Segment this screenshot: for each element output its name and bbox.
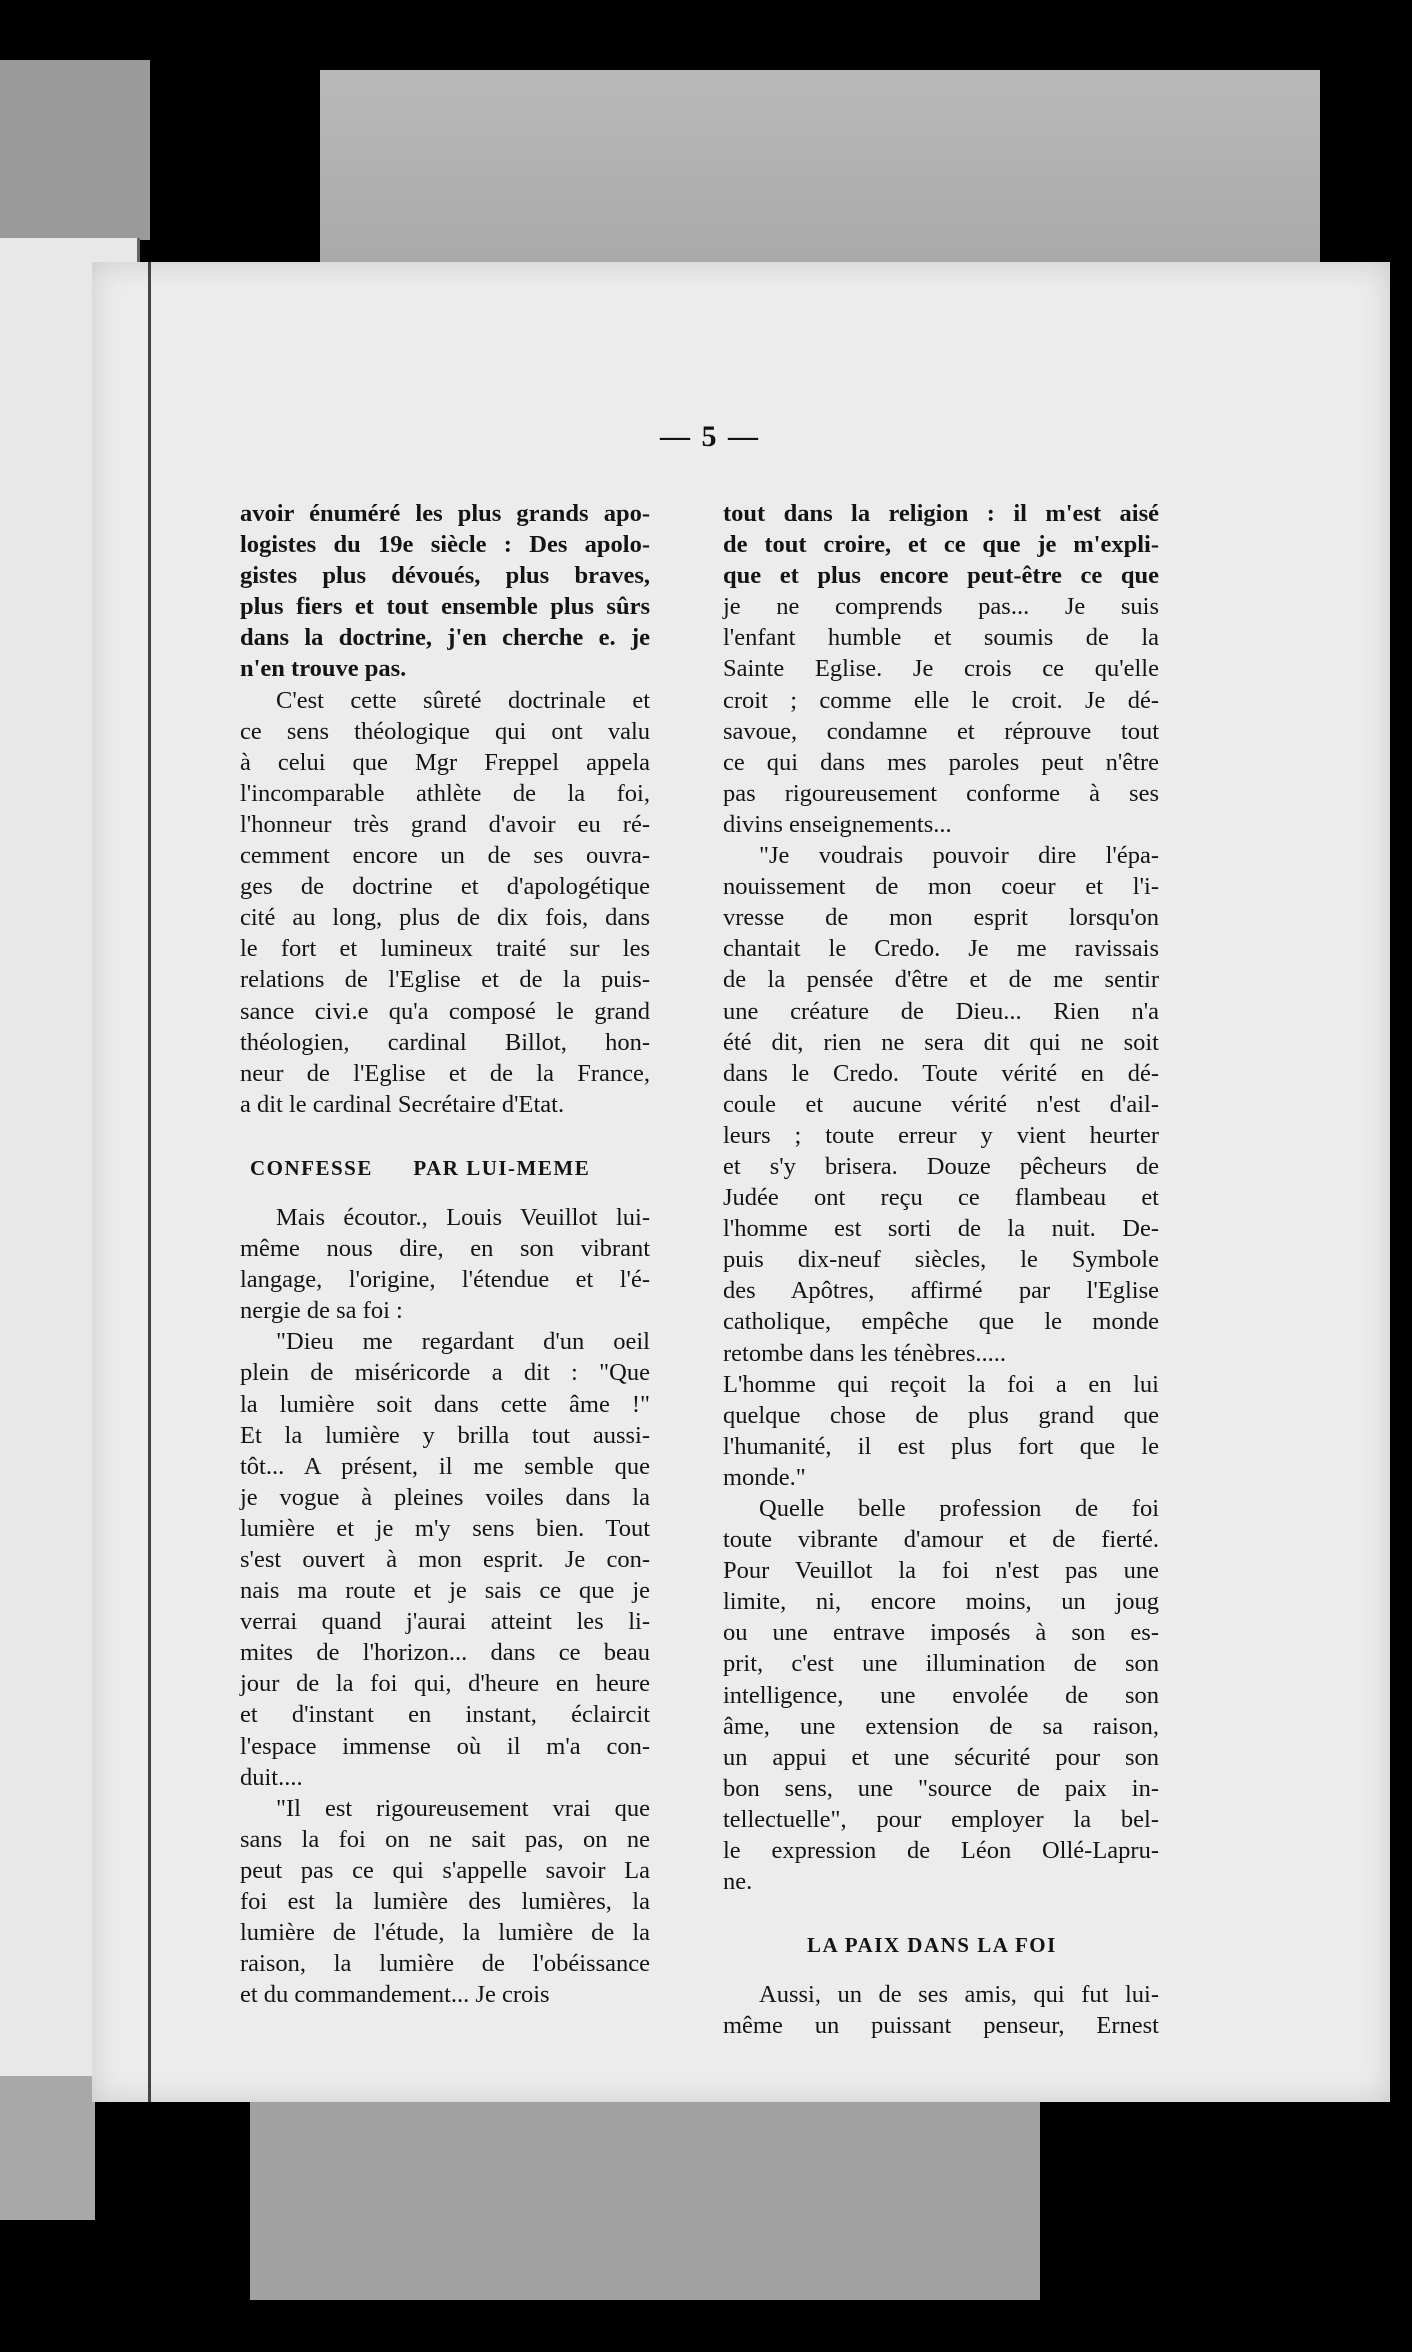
text-line: et du commandement... Je crois [240,1981,550,2009]
text-line: nergie de sa foi : [240,1297,403,1325]
text-line: prit, c'est une illumination de son [723,1650,1159,1678]
text-line: intelligence, une envolée de son [723,1681,1159,1709]
text-line: l'humanité, il est plus fort que le [723,1432,1159,1460]
text-line: l'enfant humble et soumis de la [723,624,1159,652]
text-line: toute vibrante d'amour et de fierté. [723,1526,1159,1554]
text-line: chantait le Credo. Je me ravissais [723,935,1159,963]
text-line: puis dix-neuf siècles, le Symbole [723,1246,1159,1274]
text-line: vresse de mon esprit lorsqu'on [723,904,1159,932]
text-line: âme, une extension de sa raison, [723,1712,1159,1740]
text-line: tout dans la religion : il m'est aisé [723,500,1159,527]
text-line: Mais écoutor., Louis Veuillot lui- [276,1203,650,1231]
text-line: tôt... A présent, il me semble que [240,1452,650,1480]
text-line: plus fiers et tout ensemble plus sûrs [240,593,650,621]
text-line: Aussi, un de ses amis, qui fut lui- [759,1981,1159,2009]
text-line: C'est cette sûreté doctrinale et [276,686,650,714]
text-line: le expression de Léon Ollé-Lapru- [723,1837,1159,1865]
text-line: "Il est rigoureusement vrai que [276,1794,650,1822]
text-column-left [240,498,650,2010]
text-line: je vogue à pleines voiles dans la [240,1483,650,1511]
text-line: leurs ; toute erreur y vient heurter [723,1121,1159,1149]
text-line: cité au long, plus de dix fois, dans [240,904,650,932]
text-line: peut pas ce qui s'appelle savoir La [240,1856,650,1884]
text-line: raison, la lumière de l'obéissance [240,1950,650,1978]
text-line: quelque chose de plus grand que [723,1401,1159,1429]
text-line: ou une entrave imposés à son es- [723,1619,1159,1647]
text-line: Judée ont reçu ce flambeau et [723,1184,1159,1212]
text-line: avoir énuméré les plus grands apo- [240,500,650,527]
text-line: Quelle belle profession de foi [759,1495,1159,1522]
text-line: nouissement de mon coeur et l'i- [723,873,1159,901]
text-line: ce sens théologique qui ont valu [240,717,650,745]
text-line: je ne comprends pas... Je suis [723,593,1159,621]
text-line: lumière et je m'y sens bien. Tout [240,1514,650,1542]
text-line: sance civi.e qu'a composé le grand [240,997,650,1025]
text-line: et s'y brisera. Douze pêcheurs de [723,1152,1159,1180]
text-line: plein de miséricorde a dit : "Que [240,1359,650,1387]
section-heading: CONFESSE PAR LUI-MEME [250,1155,591,1180]
text-line: une créature de Dieu... Rien n'a [723,997,1159,1025]
background-scan-strip [0,60,150,240]
text-line: l'incomparable athlète de la foi, [240,779,650,807]
text-line: a dit le cardinal Secrétaire d'Etat. [240,1090,565,1118]
text-line: et d'instant en instant, éclaircit [240,1701,650,1729]
text-line: lumière de l'étude, la lumière de la [240,1919,650,1947]
text-line: des Apôtres, affirmé par l'Eglise [723,1277,1159,1305]
text-line: dans le Credo. Toute vérité en dé- [723,1059,1159,1087]
text-line: sans la foi on ne sait pas, on ne [240,1825,650,1853]
text-line: langage, l'origine, l'étendue et l'é- [240,1266,650,1294]
text-line: Pour Veuillot la foi n'est pas une [723,1557,1159,1585]
text-line: "Dieu me regardant d'un oeil [276,1328,650,1356]
text-line: Et la lumière y brilla tout aussi- [240,1421,650,1449]
text-line: de la pensée d'être et de me sentir [723,966,1159,994]
text-line: verrai quand j'aurai atteint les li- [240,1608,650,1636]
text-column-right [723,498,1159,2042]
text-line: catholique, empêche que le monde [723,1308,1159,1336]
text-line: ges de doctrine et d'apologétique [240,873,650,901]
text-line: même nous dire, en son vibrant [240,1235,650,1263]
text-line: L'homme qui reçoit la foi a en lui [723,1370,1159,1398]
text-line: tellectuelle", pour employer la bel- [723,1805,1159,1833]
text-line: coule et aucune vérité n'est d'ail- [723,1090,1159,1118]
text-line: l'honneur très grand d'avoir eu ré- [240,810,650,838]
text-line: divins enseignements... [723,810,952,838]
text-line: nais ma route et je sais ce que je [240,1577,650,1605]
background-scan-strip [0,2070,95,2220]
text-line: n'en trouve pas. [240,655,407,683]
text-line: Sainte Eglise. Je crois ce qu'elle [723,655,1159,683]
text-line: foi est la lumière des lumières, la [240,1888,650,1916]
text-line: ce qui dans mes paroles peut n'être [723,748,1159,776]
text-line: logistes du 19e siècle : Des apolo- [240,531,650,559]
text-line: été dit, rien ne sera dit qui ne soit [723,1028,1159,1056]
text-line: que et plus encore peut-être ce que [723,562,1159,590]
text-line: dans la doctrine, j'en cherche e. je [240,624,650,652]
text-line: cemment encore un de ses ouvra- [240,842,650,870]
background-scan-strip [320,70,1320,270]
text-line: de tout croire, et ce que je m'expli- [723,531,1159,559]
section-heading: LA PAIX DANS LA FOI [807,1933,1057,1958]
text-line: ne. [723,1868,753,1896]
text-line: bon sens, une "source de paix in- [723,1774,1159,1802]
text-line: mites de l'horizon... dans ce beau [240,1639,650,1667]
text-line: le fort et lumineux traité sur les [240,935,650,963]
text-line: l'homme est sorti de la nuit. De- [723,1215,1159,1243]
text-line: croit ; comme elle le croit. Je dé- [723,686,1159,714]
text-line: jour de la foi qui, d'heure en heure [240,1670,650,1698]
text-line: gistes plus dévoués, plus braves, [240,562,650,590]
text-line: retombe dans les ténèbres..... [723,1339,1007,1367]
text-line: théologien, cardinal Billot, hon- [240,1028,650,1056]
text-line: pas rigoureusement conforme à ses [723,779,1159,807]
page-number: — 5 — [660,420,760,453]
text-line: duit.... [240,1763,303,1791]
text-line: s'est ouvert à mon esprit. Je con- [240,1546,650,1573]
text-line: "Je voudrais pouvoir dire l'épa- [759,842,1159,870]
text-line: même un puissant penseur, Ernest [723,2012,1159,2040]
text-line: limite, ni, encore moins, un joug [723,1588,1159,1616]
text-line: monde." [723,1463,806,1491]
text-line: à celui que Mgr Freppel appela [240,748,650,776]
background-scan-strip [250,2080,1040,2300]
text-line: savoue, condamne et réprouve tout [723,717,1159,745]
text-line: un appui et une sécurité pour son [723,1743,1159,1771]
text-line: neur de l'Eglise et de la France, [240,1059,650,1087]
text-line: relations de l'Eglise et de la puis- [240,966,650,994]
text-line: la lumière soit dans cette âme !" [240,1390,650,1418]
text-line: l'espace immense où il m'a con- [240,1732,650,1760]
